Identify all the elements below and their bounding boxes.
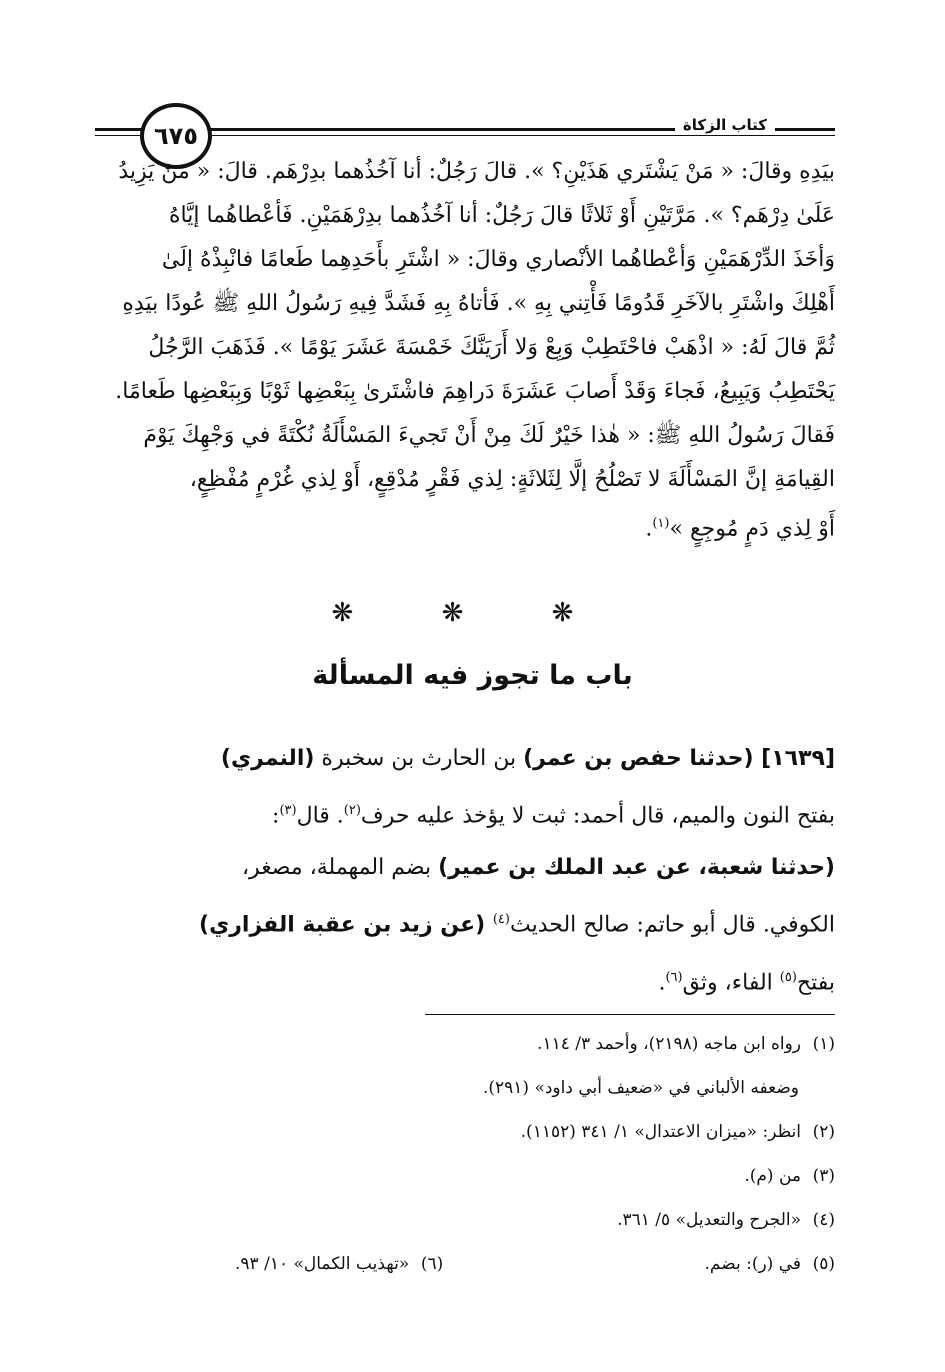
footnote-item xyxy=(95,1022,835,1066)
hadith-line: فَقالَ رَسُولُ اللهِ ﷺ: « هٰذا خَيْرٌ لَكَ مِنْ أَنْ تَجيءَ المَسْأَلَةُ نُكْتَةً في وَجْهِكَ يَوْمَ xyxy=(143,423,835,448)
commentary-text: الكوفي. قال أبو حاتم: صالح الحديث xyxy=(509,912,835,938)
hadith-line: أَهْلِكَ واشْتَرِ بالآخَرِ قَدُومًا فَأْتِني بِهِ ». فَأتاهُ بِهِ فَشَدَّ فِيهِ رَسُولُ اللهِ ﷺ عُودًا بيَدِهِ xyxy=(122,291,835,316)
hadith-line: بيَدِهِ وقالَ: « مَنْ يَشْتَري هَذَيْنِ؟ ». قالَ رَجُلٌ: أنا آخُذُهما بدِرْهَم. قالَ: « مَنْ يَزِيدُ xyxy=(118,159,835,184)
section-separator: ❋ ❋ ❋ xyxy=(331,598,614,628)
hadith-line-last xyxy=(95,502,835,551)
commentary-line xyxy=(95,952,835,1009)
footnote-row xyxy=(235,1242,835,1286)
footnote-ref: (٢) xyxy=(343,803,361,818)
footnote-ref: (٤) xyxy=(492,912,510,928)
commentary-text: بفتح xyxy=(796,969,835,995)
footnote-text: انظر: «ميزان الاعتدال» ١/ ٣٤١ (١١٥٢). xyxy=(520,1122,801,1142)
footnote-number: (٦) xyxy=(420,1254,444,1274)
hadith-line: القِيامَةِ إنَّ المَسْأَلَةَ لا تَصْلُحُ إلَّا لِثَلاثَةٍ: لِذي فَقْرٍ مُدْقِعٍ، أَوْ لِذي غُرْمٍ مُفْظِعٍ، xyxy=(189,467,835,492)
commentary-block xyxy=(95,733,835,1009)
footnote-item xyxy=(95,1198,835,1242)
hadith-end-period: . xyxy=(645,516,653,542)
footnotes xyxy=(95,1022,835,1286)
narrator-bold: (عن زيد بن عقبة الفزاري) xyxy=(199,912,493,938)
footnote-number: (٣) xyxy=(812,1166,835,1186)
footnote-ref: (٥) xyxy=(779,969,797,985)
footnote-item xyxy=(235,1242,443,1286)
footnote-divider xyxy=(425,1014,835,1015)
commentary-text: الفاء، وثق xyxy=(682,969,780,995)
page-number: ٦٧٥ xyxy=(140,103,212,169)
running-title: كتاب الزكاة xyxy=(675,116,775,134)
footnote-item xyxy=(95,1154,835,1198)
footnote-text: «الجرح والتعديل» ٥/ ٣٦١. xyxy=(617,1210,801,1230)
commentary-line xyxy=(95,785,835,842)
commentary-text: . xyxy=(658,969,666,995)
commentary-text: بضم المهملة، مصغر، xyxy=(241,855,439,881)
hadith-line: عَلَىٰ دِرْهَم؟ ». مَرَّتَيْنِ أَوْ ثَلاثًا قالَ رَجُلٌ: أنا آخُذُهما بدِرْهَمَيْنِ. فَأعْطاهُما إيَّاهُ xyxy=(168,203,835,228)
footnote-ref: (٦) xyxy=(665,969,683,985)
footnote-ref: (١) xyxy=(652,516,670,531)
hadith-line: يَحْتَطِبُ وَيَبِيعُ، فَجاءَ وَقَدْ أَصابَ عَشَرَةَ دَراهِمَ فاشْتَرىٰ بِبَعْضِها ثَوْبًا وَبِبَعْضِها طَعامًا. xyxy=(115,379,835,404)
footnote-text: من (م). xyxy=(744,1166,801,1186)
hadith-line: وَأخَذَ الدِّرْهَمَيْنِ وَأعْطاهُما الأنْصاري وقالَ: « اشْتَرِ بأَحَدِهِما طَعامًا فانْبِذْهُ إلَىٰ xyxy=(161,247,835,272)
hadith-text-block xyxy=(95,150,835,551)
footnote-item xyxy=(705,1242,836,1286)
footnote-number: (٥) xyxy=(812,1254,835,1274)
chapter-title: باب ما تجوز فيه المسألة xyxy=(312,660,633,691)
footnote-text: «تهذيب الكمال» ١٠/ ٩٣. xyxy=(235,1254,410,1274)
narrator-bold: [١٦٣٩] (حدثنا حفص بن عمر) xyxy=(523,746,835,771)
footnote-number: (١) xyxy=(812,1034,835,1054)
footnote-text: وضعفه الألباني في «ضعيف أبي داود» (٢٩١). xyxy=(482,1078,799,1098)
footnote-number: (٤) xyxy=(812,1210,835,1230)
commentary-line xyxy=(95,894,835,951)
commentary-line xyxy=(95,733,835,785)
footnote-number: (٢) xyxy=(812,1122,835,1142)
narrator-bold: (حدثنا شعبة، عن عبد الملك بن عمير) xyxy=(438,855,835,881)
footnote-text: رواه ابن ماجه (٢١٩٨)، وأحمد ٣/ ١١٤. xyxy=(537,1034,801,1054)
footnote-text: في (ر): بضم. xyxy=(704,1254,801,1274)
footnote-item xyxy=(95,1066,835,1110)
commentary-text: بن الحارث بن سخبرة xyxy=(314,746,524,771)
narrator-bold: (النمري) xyxy=(220,746,315,771)
hadith-line: ثُمَّ قالَ لَهُ: « اذْهَبْ فاحْتَطِبْ وَبِعْ وَلا أَرَيَنَّكَ خَمْسَةَ عَشَرَ يَوْمًا ». فَذَهَبَ الرَّجُلُ xyxy=(148,335,835,360)
commentary-text: : xyxy=(272,803,280,829)
hadith-line-text: أَوْ لِذي دَمٍ مُوجِعٍ » xyxy=(669,516,835,542)
header-end-ornament xyxy=(785,126,835,140)
footnote-item xyxy=(95,1110,835,1154)
footnote-ref: (٣) xyxy=(279,803,297,818)
commentary-text: . قال xyxy=(296,803,344,829)
commentary-line xyxy=(95,842,835,894)
commentary-text: بفتح النون والميم، قال أحمد: ثبت لا يؤخذ عليه حرف xyxy=(360,803,835,829)
